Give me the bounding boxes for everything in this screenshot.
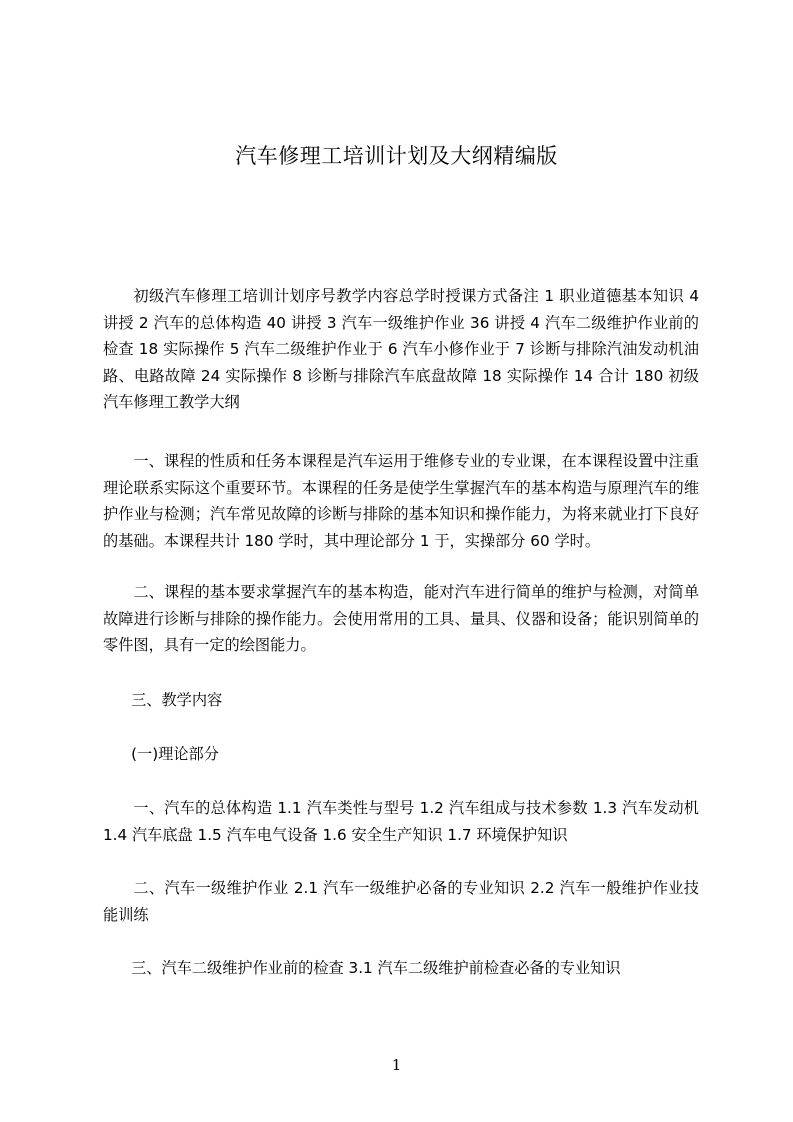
heading-teaching-content: 三、教学内容 [131, 691, 223, 709]
paragraph-vehicle-structure: 一、汽车的总体构造 1.1 汽车类性与型号 1.2 汽车组成与技术参数 1.3 汽车发动机 1.4 汽车底盘 1.5 汽车电气设备 1.6 安全生产知识 1.7 环境保护知识 [103, 799, 699, 844]
heading-theory-part: (一)理论部分 [131, 745, 219, 763]
page-number: 1 [391, 1056, 402, 1074]
paragraph-first-level-maintenance: 二、汽车一级维护作业 2.1 汽车一级维护必备的专业知识 2.2 汽车一般维护作业技能训练 [103, 879, 699, 924]
paragraph-course-requirements: 二、课程的基本要求掌握汽车的基本构造，能对汽车进行简单的维护与检测，对简单故障进行诊断与排除的操作能力。会使用常用的工具、量具、仪器和设备；能识别简单的零件图，具有一定的绘图能力。 [103, 583, 699, 654]
paragraph-course-nature: 一、课程的性质和任务本课程是汽车运用于维修专业的专业课，在本课程设置中注重理论联系实际这个重要环节。本课程的任务是使学生掌握汽车的基本构造与原理汽车的维护作业与检测；汽车常见故障的诊断与排除的基本知识和操作能力，为将来就业打下良好的基础。本课程共计 180 学时，其中理论部分 1 于，实操部分 60 学时。 [103, 452, 699, 550]
paragraph-training-plan: 初级汽车修理工培训计划序号教学内容总学时授课方式备注 1 职业道德基本知识 4 讲授 2 汽车的总体构造 40 讲授 3 汽车一级维护作业 36 讲授 4 汽车二级维护作业前的检查 18 实际操作 5 汽车二级维护作业于 6 汽车小修作业于 7 诊断与排除汽油发动机油路、电路故障 24 实际操作 8 诊断与排除汽车底盘故障 18 实际操作 14 合计 180 初级汽车修理工教学大纲 [103, 287, 699, 411]
paragraph-second-level-inspection: 三、汽车二级维护作业前的检查 3.1 汽车二级维护前检查必备的专业知识 [131, 959, 621, 977]
document-title: 汽车修理工培训计划及大纲精编版 [235, 144, 558, 168]
